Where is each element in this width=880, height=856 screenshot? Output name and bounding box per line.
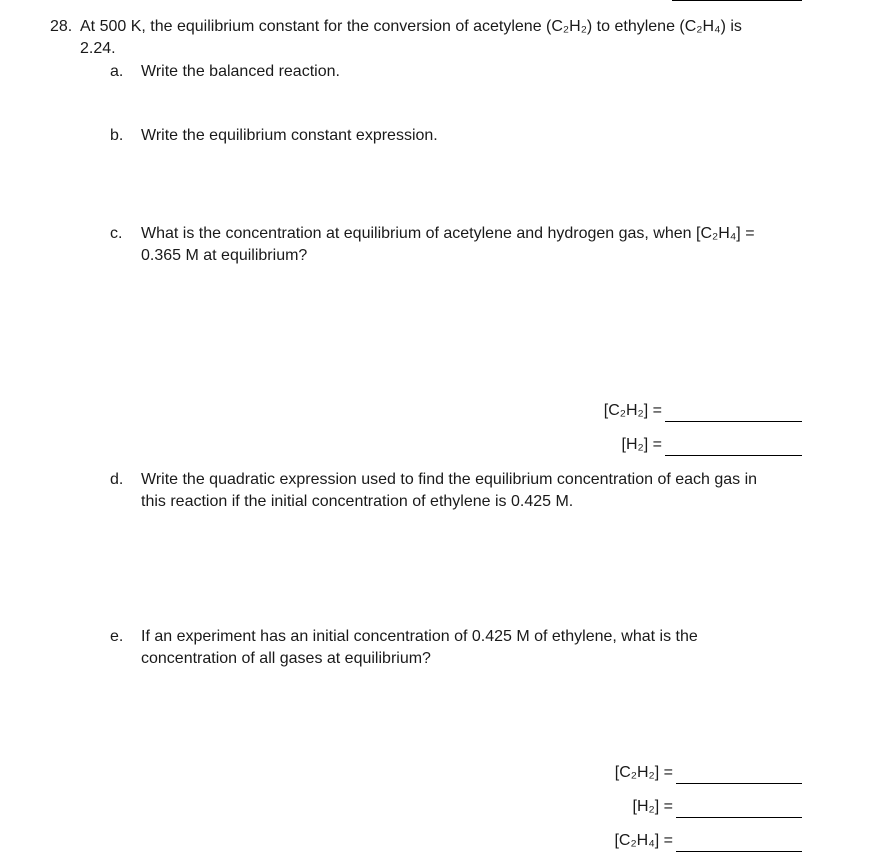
answer-c-h2-row	[560, 432, 802, 456]
part-d-letter: d.	[110, 471, 124, 488]
part-e-text-line1: If an experiment has an initial concentration of 0.425 M of ethylene, what is the	[141, 628, 698, 645]
answer-e-h2-line[interactable]	[676, 801, 802, 818]
question-text-line2: 2.24.	[80, 40, 116, 57]
part-e-text-line2: concentration of all gases at equilibrium?	[141, 650, 431, 667]
answer-c-c2h2-row	[560, 398, 802, 422]
answer-e-h2-label: [H₂] =	[632, 798, 673, 815]
answer-c-h2-line[interactable]	[665, 439, 802, 456]
question-number: 28.	[50, 18, 73, 35]
answer-e-c2h2-row	[560, 760, 802, 784]
part-c-text-line2: 0.365 M at equilibrium?	[141, 247, 308, 264]
answer-e-c2h4-label: [C₂H₄] =	[614, 832, 673, 849]
part-c-letter: c.	[110, 225, 123, 242]
part-d-text-line2: this reaction if the initial concentration of ethylene is 0.425 M.	[141, 493, 574, 510]
part-b-letter: b.	[110, 127, 124, 144]
part-d-text-line1: Write the quadratic expression used to find the equilibrium concentration of each gas in	[141, 471, 758, 488]
part-c-text-line1: What is the concentration at equilibrium of acetylene and hydrogen gas, when [C₂H₄] =	[141, 225, 755, 242]
part-a-letter: a.	[110, 63, 124, 80]
answer-e-h2-row	[560, 794, 802, 818]
answer-c-h2-label: [H₂] =	[621, 436, 662, 453]
answer-e-c2h4-line[interactable]	[676, 835, 802, 852]
answer-e-c2h2-label: [C₂H₂] =	[614, 764, 673, 781]
question-text-line1: At 500 K, the equilibrium constant for the conversion of acetylene (C₂H₂) to ethylene (C₂H₄) is	[80, 18, 742, 35]
answer-e-c2h2-line[interactable]	[676, 767, 802, 784]
answer-c-c2h2-line[interactable]	[665, 405, 802, 422]
part-a-text: Write the balanced reaction.	[141, 63, 340, 80]
part-b-text: Write the equilibrium constant expression.	[141, 127, 438, 144]
top-answer-line	[672, 0, 802, 1]
part-e-letter: e.	[110, 628, 124, 645]
answer-e-c2h4-row	[560, 828, 802, 852]
answer-c-c2h2-label: [C₂H₂] =	[603, 402, 662, 419]
